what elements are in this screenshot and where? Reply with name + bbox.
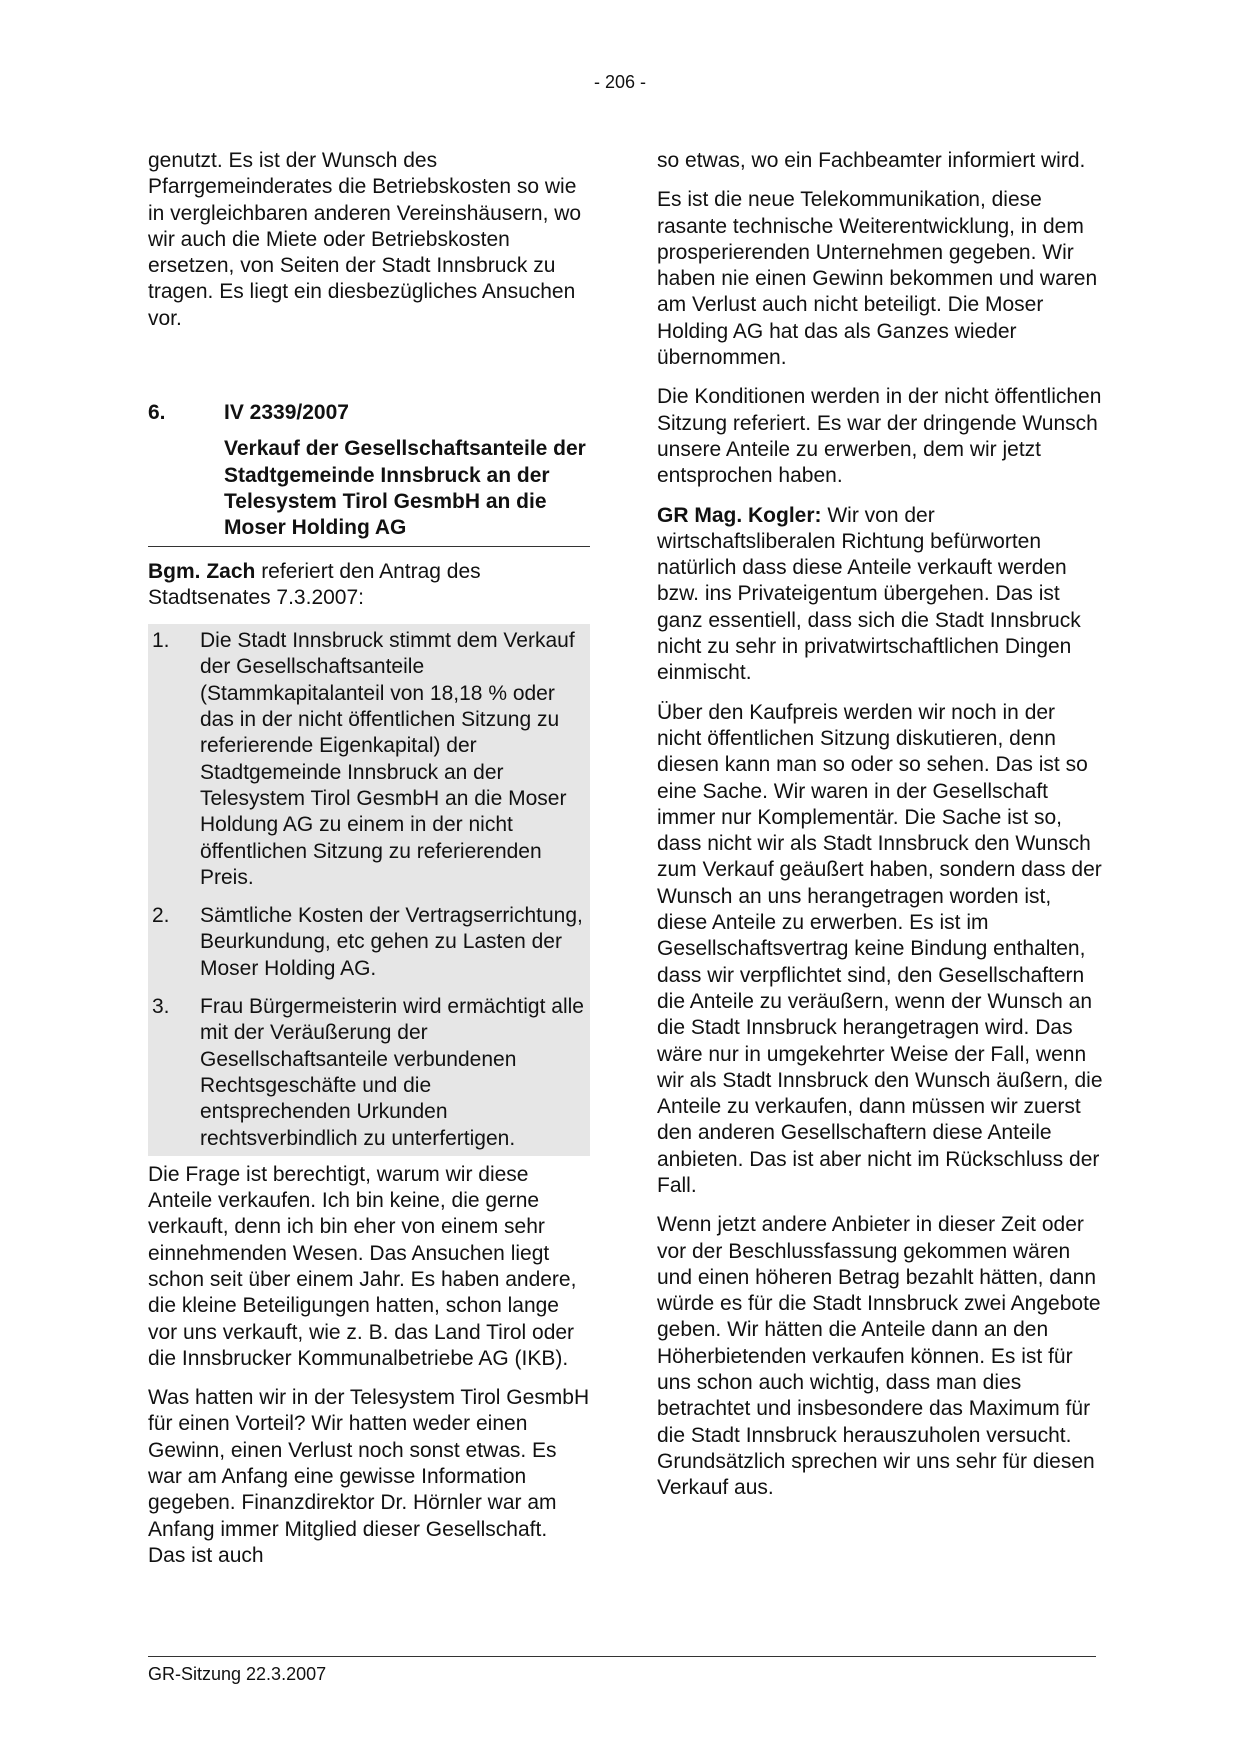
- speaker-name: GR Mag. Kogler:: [657, 503, 822, 527]
- footer-divider: [148, 1656, 1096, 1657]
- intro-paragraph: genutzt. Es ist der Wunsch des Pfarrgemeinderates die Betriebskosten so wie in vergleichbaren anderen Vereinshäusern, wo wir auch die Miete oder Betriebskosten ersetzen, von Seiten der Stadt Innsbruck zu tragen. Es liegt ein diesbezügliches Ansuchen vor.: [148, 149, 582, 330]
- body-paragraph: so etwas, wo ein Fachbeamter informiert wird.: [657, 149, 1086, 172]
- agenda-title: Verkauf der Gesellschaftsanteile der Stadtgemeinde Innsbruck an der Telesystem Tirol GesmbH an die Moser Holding AG: [224, 437, 586, 540]
- body-paragraph: Was hatten wir in der Telesystem Tirol GesmbH für einen Vorteil? Wir hatten weder einen Gewinn, einen Verlust noch sonst etwas. Es war am Anfang eine gewisse Information gegeben. Finanzdirektor Dr. Hörnler war am Anfang immer Mitglied dieser Gesellschaft. Das ist auch: [148, 1386, 590, 1567]
- speaker-statement: [657, 503, 1105, 687]
- body-paragraph: Die Frage ist berechtigt, warum wir diese Anteile verkaufen. Ich bin keine, die gerne verkauft, denn ich bin eher von einem sehr einnehmenden Wesen. Das Ansuchen liegt schon seit über einem Jahr. Es haben andere, die kleine Beteiligungen hatten, schon lange vor uns verkauft, wie z. B. das Land Tirol oder die Innsbrucker Kommunalbetriebe AG (IKB).: [148, 1162, 577, 1370]
- speaker-intro-text: referiert den Antrag des Stadtsenates 7.3.2007:: [148, 559, 481, 609]
- agenda-header: [148, 400, 590, 426]
- agenda-divider: [148, 546, 590, 547]
- agenda-reference: IV 2339/2007: [224, 401, 349, 425]
- body-paragraph: Die Konditionen werden in der nicht öffentlichen Sitzung referiert. Es war der dringende Wunsch unsere Anteile zu erwerben, dem wir jetzt entsprochen haben.: [657, 385, 1102, 488]
- motion-item: [148, 628, 584, 891]
- body-paragraph: Wenn jetzt andere Anbieter in dieser Zeit oder vor der Beschlussfassung gekommen wären und einen höheren Betrag bezahlt hätten, dann würde es für die Stadt Innsbruck zwei Angebote geben. Wir hätten die Anteile dann an den Höherbietenden verkaufen können. Es ist für uns schon auch wichtig, dass man dies betrachtet und insbesondere das Maximum für die Stadt Innsbruck herauszuholen versucht. Grundsätzlich sprechen wir uns sehr für diesen Verkauf aus.: [657, 1213, 1101, 1500]
- right-column: [657, 148, 1105, 1515]
- speaker-intro: [148, 559, 590, 612]
- motion-item-number: 2.: [152, 904, 170, 928]
- agenda-number: 6.: [148, 401, 166, 425]
- footer-text: GR-Sitzung 22.3.2007: [148, 1664, 327, 1684]
- motion-item-number: 3.: [152, 995, 170, 1019]
- body-paragraph: Es ist die neue Telekommunikation, diese rasante technische Weiterentwicklung, in dem prosperierenden Unternehmen gegeben. Wir haben nie einen Gewinn bekommen und waren am Verlust auch nicht beteiligt. Die Moser Holding AG hat das als Ganzes wieder übernommen.: [657, 188, 1098, 370]
- motion-item: [148, 994, 584, 1152]
- page-number: - 206 -: [593, 72, 647, 92]
- motion-item-text: Sämtliche Kosten der Vertragserrichtung, Beurkundung, etc gehen zu Lasten der Moser Holding AG.: [200, 904, 583, 980]
- motion-item-text: Die Stadt Innsbruck stimmt dem Verkauf der Gesellschaftsanteile (Stammkapitalanteil von 18,18 % oder das in der nicht öffentlichen Sitzung zu referierende Eigenkapital) der Stadtgemeinde Innsbruck an der Telesystem Tirol GesmbH an die Moser Holdung AG zu einem in der nicht öffentlichen Sitzung zu referierenden Preis.: [200, 629, 575, 889]
- body-paragraph: Über den Kaufpreis werden wir noch in der nicht öffentlichen Sitzung diskutieren, denn diesen kann man so oder so sehen. Das ist so eine Sache. Wir waren in der Gesellschaft immer nur Komplementär. Die Sache ist so, dass nicht wir als Stadt Innsbruck den Wunsch zum Verkauf geäußert haben, sondern dass der Wunsch an uns herangetragen worden ist, diese Anteile zu erwerben. Es ist im Gesellschaftsvertrag keine Bindung enthalten, dass wir verpflichtet sind, den Gesellschaftern die Anteile zu veräußern, wenn der Wunsch an die Stadt Innsbruck herangetragen wird. Das wäre nur in umgekehrter Weise der Fall, wenn wir als Stadt Innsbruck den Wunsch äußern, die Anteile zu verkaufen, dann müssen wir zuerst den anderen Gesellschaftern diese Anteile anbieten. Das ist aber nicht im Rückschluss der Fall.: [657, 700, 1103, 1197]
- speaker-name: Bgm. Zach: [148, 559, 256, 583]
- motion-box: [148, 624, 590, 1156]
- motion-item-text: Frau Bürgermeisterin wird ermächtigt alle mit der Veräußerung der Gesellschaftsanteile verbundenen Rechtsgeschäfte und die entsprechenden Urkunden rechtsverbindlich zu unterfertigen.: [200, 995, 584, 1150]
- motion-item-number: 1.: [152, 629, 170, 653]
- motion-item: [148, 903, 584, 982]
- agenda-item: [148, 400, 590, 546]
- speaker-statement-text: Wir von der wirtschaftsliberalen Richtung befürworten natürlich dass diese Anteile verkauft werden bzw. ins Privateigentum übergehen. Das ist ganz essentiell, dass sich die Stadt Innsbruck nicht zu sehr in privatwirtschaftlichen Dingen einmischt.: [657, 503, 1081, 685]
- left-column: [148, 148, 590, 1582]
